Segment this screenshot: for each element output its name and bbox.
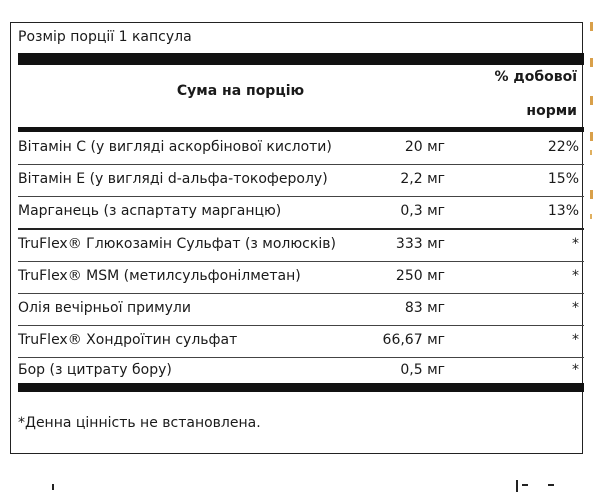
supplement-facts-panel (10, 22, 583, 454)
bottom-edge-decoration (548, 484, 554, 486)
nutrient-daily-value: * (572, 300, 579, 316)
nutrient-name: TruFlex® Хондроїтин сульфат (18, 332, 238, 348)
nutrient-name: Олія вечірньої примули (18, 300, 191, 316)
serving-size: Розмір порції 1 капсула (18, 29, 192, 45)
nutrient-amount: 333 мг (395, 236, 445, 252)
nutrient-daily-value: * (572, 362, 579, 378)
nutrient-daily-value: * (572, 332, 579, 348)
edge-decoration (590, 132, 593, 141)
nutrient-amount: 20 мг (404, 139, 445, 155)
nutrient-amount: 0,3 мг (400, 203, 445, 219)
nutrient-name: Вітамін E (у вигляді d-альфа-токоферолу) (18, 171, 328, 187)
nutrient-row-vitamin-c (18, 133, 584, 164)
header-divider (18, 127, 584, 132)
nutrient-row-vitamin-e (18, 165, 584, 196)
nutrient-row-primrose-oil (18, 294, 584, 325)
nutrient-amount: 250 мг (395, 268, 445, 284)
nutrient-amount: 2,2 мг (400, 171, 445, 187)
nutrient-daily-value: 22% (547, 139, 579, 155)
amount-per-serving-header: Сума на порцію (176, 83, 305, 99)
nutrient-name: Вітамін C (у вигляді аскорбінової кислоти) (18, 139, 332, 155)
edge-decoration (590, 214, 592, 219)
edge-decoration (590, 22, 593, 31)
nutrient-daily-value: * (572, 236, 579, 252)
nutrient-name: Марганець (з аспартату марганцю) (18, 203, 282, 219)
nutrient-daily-value: 13% (547, 203, 579, 219)
daily-value-header-line1: % добової (494, 69, 577, 85)
nutrient-daily-value: 15% (547, 171, 579, 187)
top-thick-divider (18, 53, 584, 65)
nutrient-amount: 0,5 мг (400, 362, 445, 378)
nutrient-daily-value: * (572, 268, 579, 284)
bottom-thick-divider (18, 383, 584, 392)
nutrient-row-chondroitin (18, 326, 584, 357)
edge-decoration (590, 150, 592, 155)
nutrient-name: TruFlex® MSM (метилсульфонілметан) (18, 268, 301, 284)
bottom-edge-decoration (522, 484, 528, 486)
nutrient-amount: 66,67 мг (382, 332, 445, 348)
nutrient-row-msm (18, 262, 584, 293)
nutrient-name: Бор (з цитрату бору) (18, 362, 172, 378)
edge-decoration (590, 58, 593, 67)
nutrient-name: TruFlex® Глюкозамін Сульфат (з молюсків) (18, 236, 336, 252)
bottom-edge-decoration (52, 484, 54, 490)
footnote: *Денна цінність не встановлена. (18, 415, 261, 431)
nutrient-amount: 83 мг (404, 300, 445, 316)
nutrient-row-glucosamine (18, 230, 584, 261)
daily-value-header-line2: норми (526, 103, 577, 119)
bottom-edge-decoration (516, 480, 518, 492)
nutrient-row-manganese (18, 197, 584, 228)
edge-decoration (590, 96, 593, 105)
edge-decoration (590, 190, 593, 199)
